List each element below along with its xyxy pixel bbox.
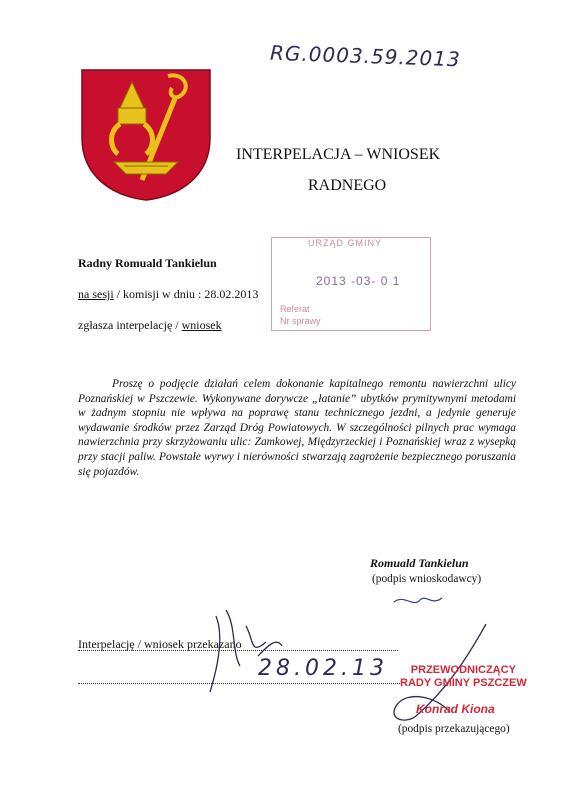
chairman-stamp-line2: RADY GMINY PSZCZEW: [400, 677, 527, 689]
registry-stamp: [271, 237, 431, 331]
chairman-stamp-name: Konrad Kiona: [416, 702, 495, 716]
session-date: 28.02.2013: [204, 287, 259, 301]
interpellation-option: interpelację: [116, 318, 173, 332]
chairman-stamp: [400, 664, 527, 690]
handwritten-date: 28.02.13: [258, 656, 388, 681]
session-separator: /: [113, 287, 124, 301]
applicant-signature-scribble: [390, 592, 450, 616]
interpellation-body: Proszę o podjęcie działań celem dokonanie kapitalnego remontu nawierzchni ulicy Poznańskiej w Pszczewie. Wykonywane dorywcze „łatanie” ubytków prymitywnymi metodami w żadnym stopniu nie wpływa na poprawę stanu technicznego jezdni, a jedynie generuje wydawanie środków przez Zarząd Dróg Powiatowych. W szczególności pilnych prac wymaga nawierzchnia przy skrzyżowaniu ulic: Zamkowej, Międzyrzeckiej i Poznańskiej wraz z wysepką przy stacji paliw. Powstałe wyrwy i nierówności stwarzają zagrożenie bezpiecznego poruszania się pojazdów.: [78, 378, 516, 478]
submits-line: [78, 318, 222, 333]
document-title: INTERPELACJA – WNIOSEK: [236, 146, 441, 163]
session-line: [78, 287, 258, 302]
handwritten-initials: [196, 596, 286, 706]
transferor-signature-caption: (podpis przekazującego): [398, 723, 510, 735]
date-label: w dniu :: [159, 287, 205, 301]
applicant-signature-caption: (podpis wnioskodawcy): [372, 573, 482, 585]
municipal-coat-of-arms: [80, 68, 212, 202]
stamp-date: 2013 -03- 0 1: [316, 274, 401, 288]
submits-prefix: zgłasza: [78, 318, 117, 332]
chairman-stamp-line1: PRZEWODNICZĄCY: [410, 664, 516, 676]
committee-option: komisji: [123, 287, 160, 301]
reference-number: RG.0003.59.2013: [269, 40, 462, 72]
document-subtitle: RADNEGO: [308, 177, 387, 194]
transfer-line: Interpelację / wniosek przekazano: [78, 637, 242, 651]
submits-separator: /: [172, 318, 182, 332]
stamp-nr-label: Nr sprawy: [280, 316, 321, 326]
motion-option: wniosek: [181, 318, 222, 332]
stamp-header: URZĄD GMINY: [308, 238, 382, 248]
session-option: na sesji: [78, 287, 114, 301]
stamp-ref-label: Referat: [280, 304, 310, 314]
applicant-name: Romuald Tankielun: [370, 556, 469, 570]
councillor-name: Radny Romuald Tankielun: [78, 256, 217, 270]
